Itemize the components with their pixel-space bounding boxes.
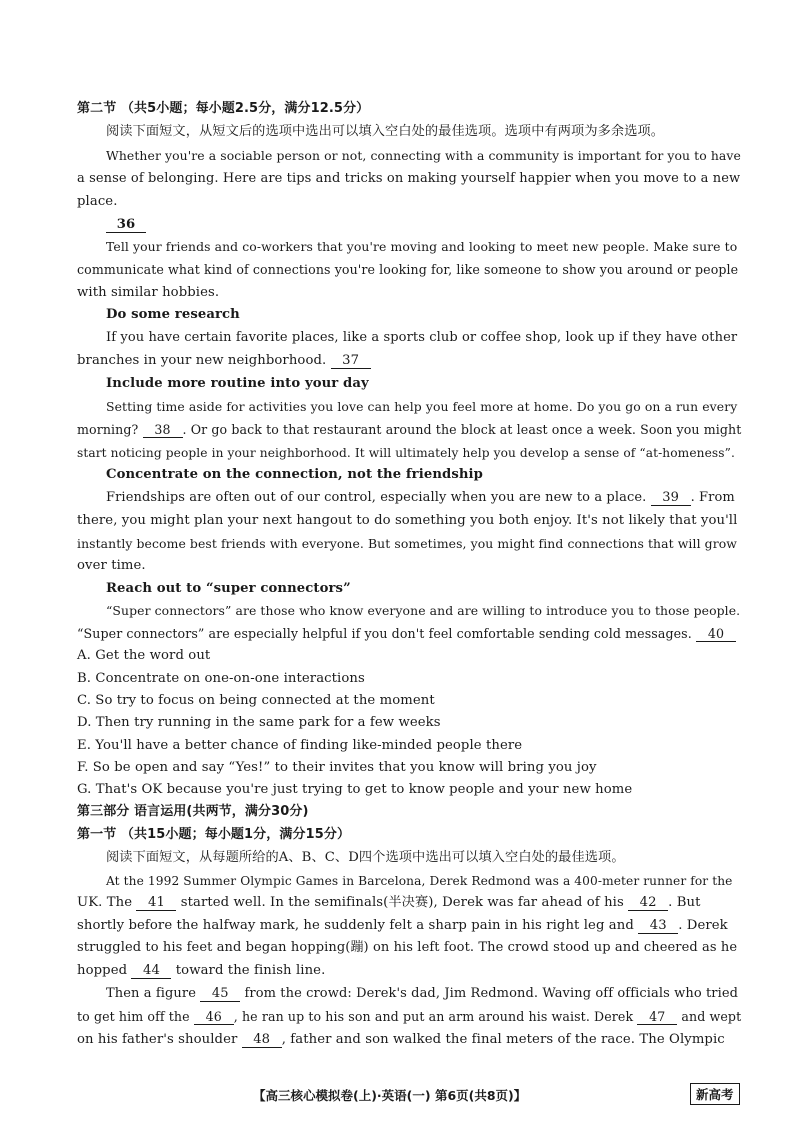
cloze-line-5a: hopped (77, 963, 128, 978)
option-g[interactable]: G. That's OK because you're just trying to get to know people and your new home (77, 782, 633, 797)
blank-47[interactable]: 47 (637, 1009, 677, 1025)
option-b[interactable]: B. Concentrate on one-on-one interactions (77, 671, 365, 686)
blank-42[interactable]: 42 (628, 895, 668, 911)
para-4-line-1a: Friendships are often out of our control, especially when you are new to a place. (106, 490, 647, 505)
para-4-line-2: there, you might plan your next hangout to do something you both enjoy. It's not likely that you'll (77, 513, 738, 528)
blank-46[interactable]: 46 (194, 1009, 234, 1025)
cloze-line-3 (77, 917, 742, 935)
para-2-line-2-text: branches in your new neighborhood. (77, 353, 327, 368)
para-5-line-2 (77, 625, 742, 643)
blank-36-row (106, 216, 742, 234)
section-2-header: 第二节 （共5小题；每小题2.5分，满分12.5分） (77, 101, 370, 116)
cloze-line-6 (106, 985, 742, 1003)
para-3-line-3: start noticing people in your neighborhood. It will ultimately help you develop a sense of “at-homeness”. (77, 446, 735, 460)
cloze-line-7b: , he ran up to his son and put an arm around his waist. Derek (233, 1009, 634, 1024)
option-a[interactable]: A. Get the word out (77, 648, 211, 663)
footer-exam-tag: 新高考 (690, 1083, 740, 1105)
para-4-line-1 (106, 489, 742, 507)
cloze-line-5b: toward the finish line. (175, 963, 326, 978)
para-4-line-1b: . From (690, 490, 735, 505)
part-3-header: 第三部分 语言运用(共两节，满分30分) (77, 804, 309, 819)
cloze-line-2a: UK. The (77, 895, 133, 910)
blank-43[interactable]: 43 (638, 918, 678, 934)
heading-super-connectors: Reach out to “super connectors” (106, 581, 351, 596)
blank-41[interactable]: 41 (136, 895, 176, 911)
heading-routine: Include more routine into your day (106, 376, 369, 391)
blank-48[interactable]: 48 (242, 1032, 282, 1048)
part-3-subheader: 第一节 （共15小题；每小题1分，满分15分） (77, 827, 351, 842)
footer-page-info: 【高三核心模拟卷(上)·英语(一) 第6页(共8页)】 (253, 1088, 527, 1103)
heading-research: Do some research (106, 307, 240, 322)
blank-38[interactable]: 38 (143, 422, 183, 438)
option-e[interactable]: E. You'll have a better chance of finding like-minded people there (77, 738, 523, 753)
blank-40[interactable]: 40 (696, 626, 736, 642)
para-3-line-2b: . Or go back to that restaurant around the block at least once a week. Soon you might (182, 422, 742, 437)
cloze-line-3b: . Derek (678, 918, 728, 933)
cloze-line-8a: on his father's shoulder (77, 1032, 238, 1047)
cloze-line-2b: started well. In the semifinals(半决赛), Derek was far ahead of his (180, 895, 624, 910)
para-2-line-2 (77, 352, 742, 370)
blank-39[interactable]: 39 (651, 490, 691, 506)
para-1-line-3: with similar hobbies. (77, 285, 220, 300)
cloze-line-6b: from the crowd: Derek's dad, Jim Redmond. Waving off officials who tried (244, 986, 739, 1001)
para-5-line-2a: “Super connectors” are especially helpful if you don't feel comfortable sending cold messages. (77, 626, 692, 641)
option-c[interactable]: C. So try to focus on being connected at the moment (77, 693, 435, 708)
blank-45[interactable]: 45 (200, 986, 240, 1002)
cloze-line-1: At the 1992 Summer Olympic Games in Barcelona, Derek Redmond was a 400-meter runner for the (106, 874, 733, 888)
cloze-line-2c: . But (668, 895, 701, 910)
cloze-line-8 (77, 1031, 742, 1049)
intro-line-1: Whether you're a sociable person or not, connecting with a community is important for you to have (106, 148, 741, 163)
para-3-line-1: Setting time aside for activities you love can help you feel more at home. Do you go on a run every (106, 399, 738, 414)
intro-line-3: place. (77, 194, 118, 209)
para-1-line-1: Tell your friends and co-workers that you're moving and looking to meet new people. Make sure to (106, 239, 738, 254)
cloze-line-7c: and wept (681, 1009, 742, 1024)
cloze-line-7 (77, 1008, 742, 1026)
para-3-line-2a: morning? (77, 422, 139, 437)
intro-line-2: a sense of belonging. Here are tips and tricks on making yourself happier when you move to a new (77, 171, 741, 186)
para-4-line-4: over time. (77, 558, 146, 573)
para-2-line-1: If you have certain favorite places, like a sports club or coffee shop, look up if they have other (106, 330, 738, 345)
para-3-line-2 (77, 421, 742, 439)
heading-connection: Concentrate on the connection, not the friendship (106, 467, 483, 482)
cloze-line-5 (77, 962, 742, 980)
cloze-line-6a: Then a figure (106, 986, 196, 1001)
blank-37[interactable]: 37 (331, 353, 371, 369)
cloze-line-3a: shortly before the halfway mark, he suddenly felt a sharp pain in his right leg and (77, 918, 634, 933)
section-2-instruction: 阅读下面短文，从短文后的选项中选出可以填入空白处的最佳选项。选项中有两项为多余选项。 (106, 124, 665, 139)
part-3-instruction: 阅读下面短文，从每题所给的A、B、C、D四个选项中选出可以填入空白处的最佳选项。 (106, 850, 625, 865)
para-5-line-1: “Super connectors” are those who know everyone and are willing to introduce you to those people. (106, 603, 741, 618)
cloze-line-8b: , father and son walked the final meters of the race. The Olympic (281, 1032, 725, 1047)
cloze-line-2 (77, 894, 742, 912)
blank-36[interactable]: 36 (106, 217, 146, 233)
blank-44[interactable]: 44 (131, 963, 171, 979)
para-1-line-2: communicate what kind of connections you're looking for, like someone to show you around or people (77, 262, 739, 277)
option-d[interactable]: D. Then try running in the same park for a few weeks (77, 715, 441, 730)
para-4-line-3: instantly become best friends with everyone. But sometimes, you might find connections that will grow (77, 536, 737, 551)
cloze-line-4: struggled to his feet and began hopping(蹦) on his left foot. The crowd stood up and cheered as he (77, 940, 738, 955)
cloze-line-7a: to get him off the (77, 1009, 190, 1024)
option-f[interactable]: F. So be open and say “Yes!” to their invites that you know will bring you joy (77, 760, 597, 775)
